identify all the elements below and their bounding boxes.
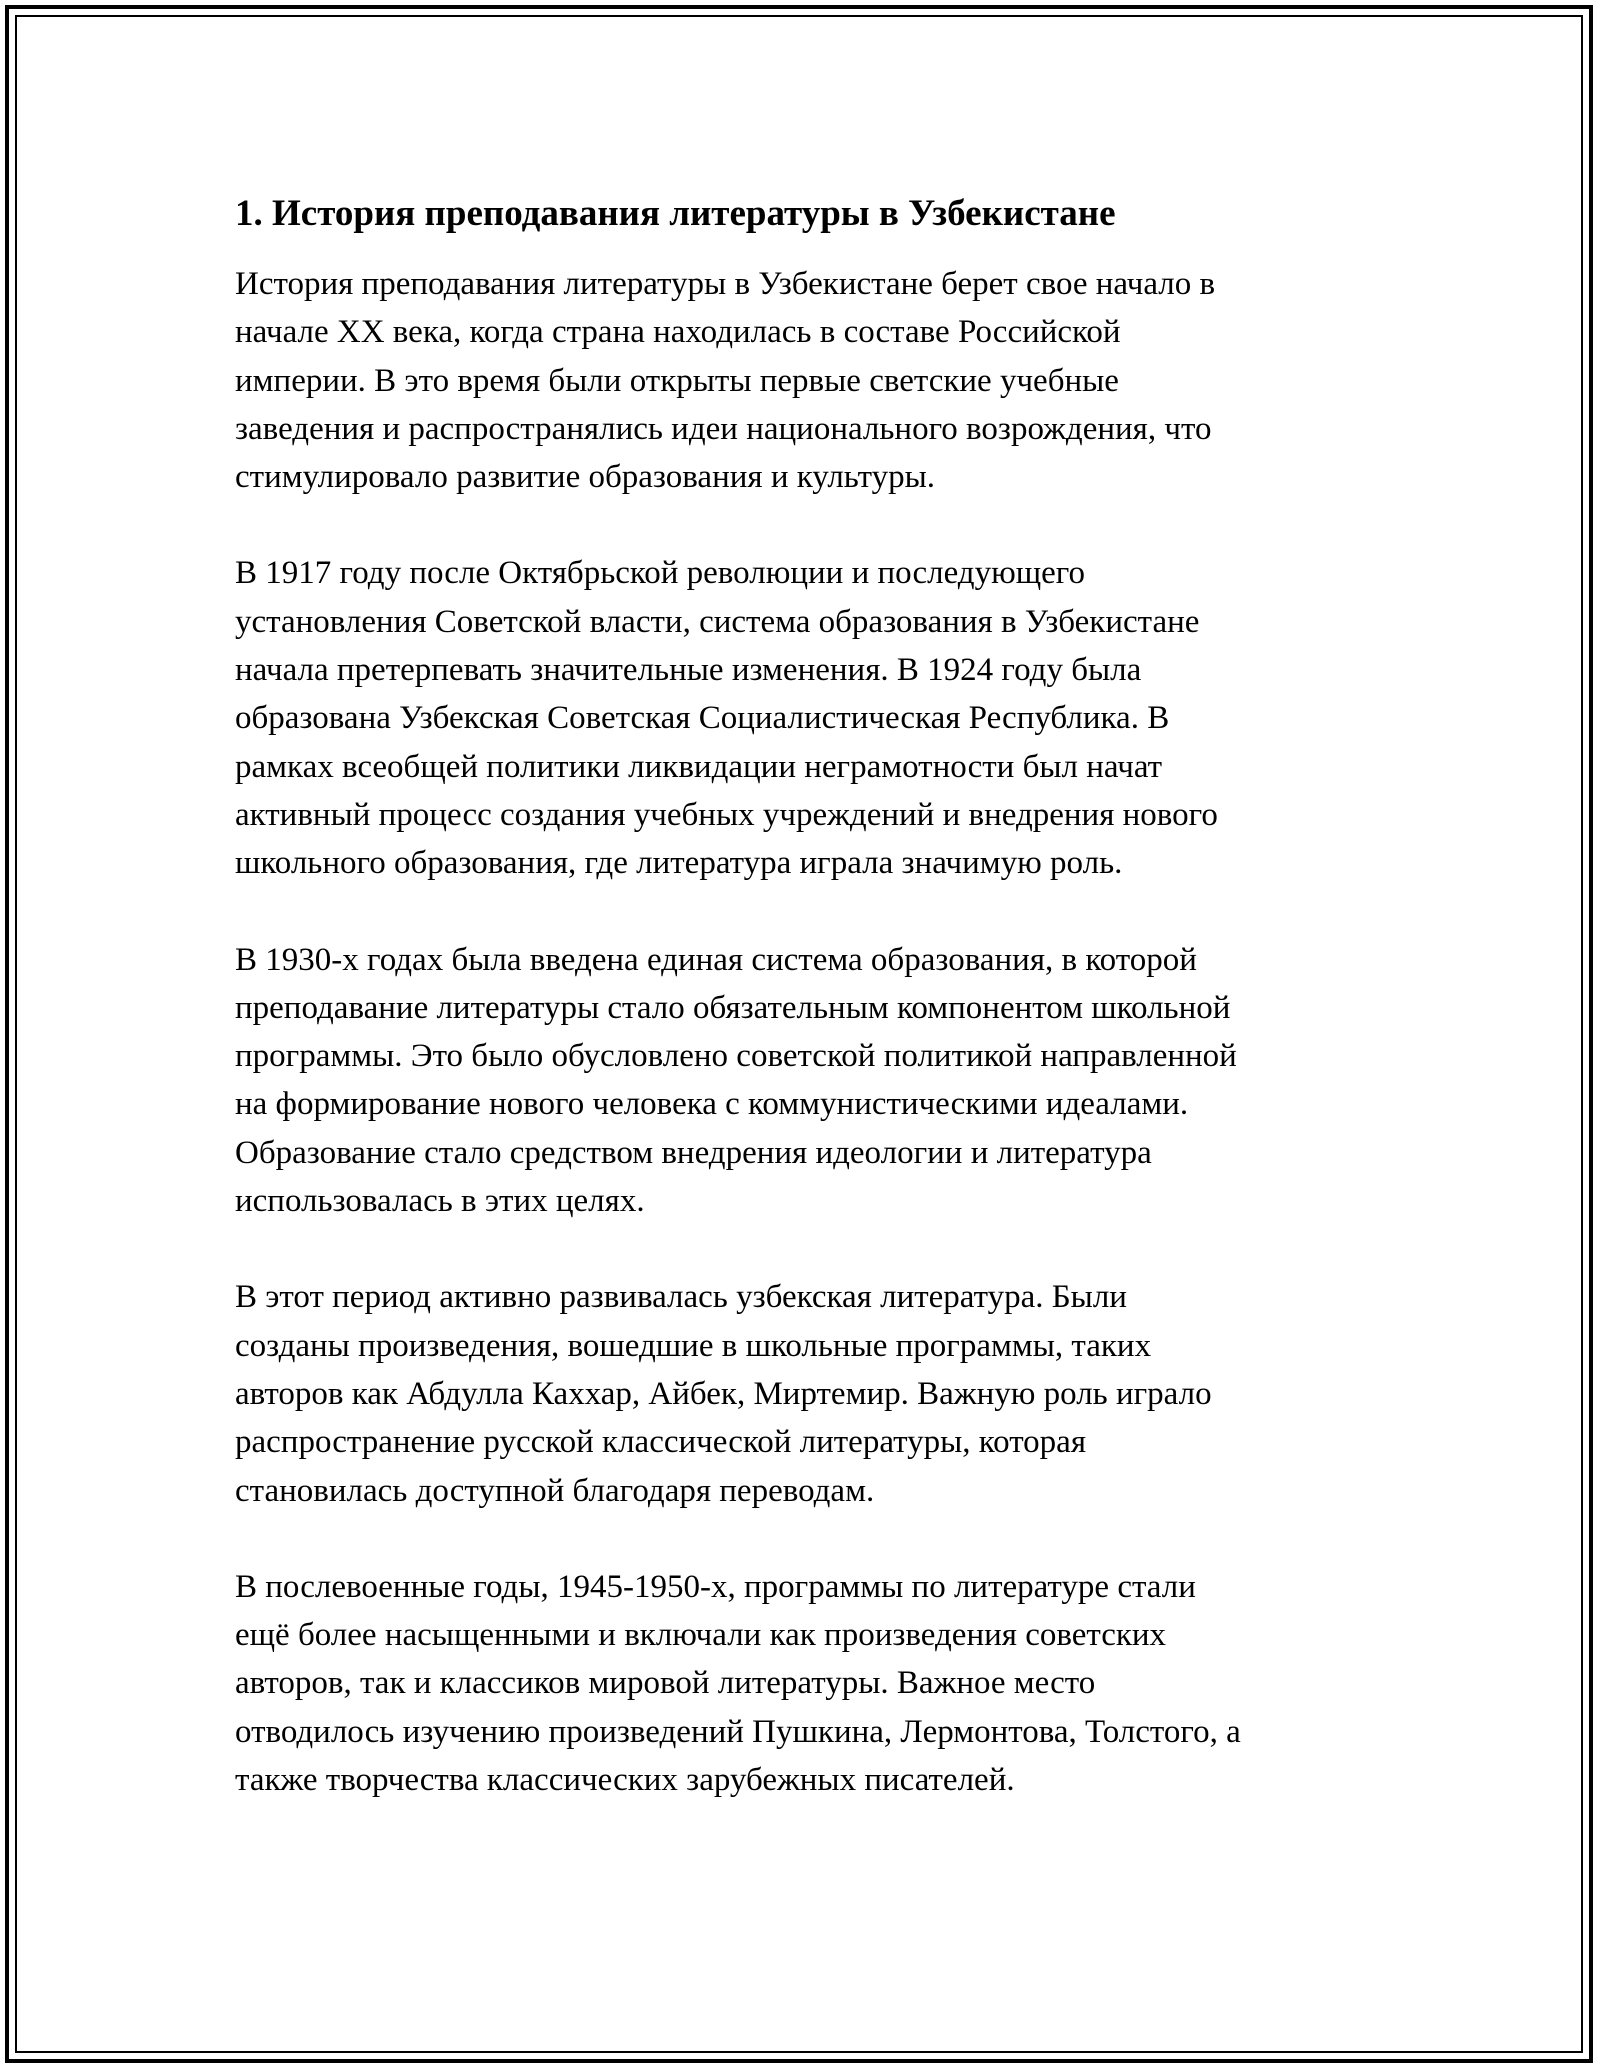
paragraph [235, 1273, 1375, 1514]
paragraph-line: В 1917 году после Октябрьской революции и последующего [235, 555, 1086, 592]
paragraph-line: В послевоенные годы, 1945-1950-х, программы по литературе стали [235, 1568, 1196, 1605]
paragraph-line: Образование стало средством внедрения идеологии и литература [235, 1134, 1152, 1171]
paragraph [235, 936, 1375, 1226]
paragraph-line: также творчества классических зарубежных писателей. [235, 1762, 1015, 1799]
paragraph-line: отводилось изучению произведений Пушкина, Лермонтова, Толстого, а [235, 1713, 1241, 1750]
paragraph-line: преподавание литературы стало обязательным компонентом школьной [235, 989, 1231, 1026]
paragraph-line: на формирование нового человека с коммунистическими идеалами. [235, 1086, 1189, 1123]
document-body [235, 190, 1375, 1852]
paragraph-line: заведения и распространялись идеи национального возрождения, что [235, 410, 1212, 447]
paragraph [235, 260, 1375, 501]
paragraph-line: империи. В это время были открыты первые светские учебные [235, 362, 1119, 399]
paragraph-line: становилась доступной благодаря переводам. [235, 1472, 875, 1509]
paragraph-line: авторов, так и классиков мировой литературы. Важное место [235, 1665, 1096, 1702]
paragraph-line: использовалась в этих целях. [235, 1183, 645, 1220]
paragraph-line: школьного образования, где литература играла значимую роль. [235, 845, 1123, 882]
paragraph-line: программы. Это было обусловлено советской политикой направленной [235, 1038, 1237, 1075]
paragraph-line: авторов как Абдулла Каххар, Айбек, Миртемир. Важную роль играло [235, 1375, 1212, 1412]
paragraph-line: распространение русской классической литературы, которая [235, 1424, 1087, 1461]
paragraph-line: В 1930-х годах была введена единая система образования, в которой [235, 941, 1197, 978]
paragraph-line: активный процесс создания учебных учреждений и внедрения нового [235, 796, 1218, 833]
paragraph-line: образована Узбекская Советская Социалистическая Республика. В [235, 700, 1170, 737]
paragraph [235, 549, 1375, 887]
section-heading: 1. История преподавания литературы в Узбекистане [235, 193, 1116, 234]
paragraph-line: В этот период активно развивалась узбекская литература. Были [235, 1279, 1127, 1316]
paragraph-line: начала претерпевать значительные изменения. В 1924 году была [235, 652, 1142, 689]
paragraph-line: стимулировало развитие образования и культуры. [235, 459, 936, 496]
paragraph [235, 1563, 1375, 1804]
paragraph-list [235, 260, 1375, 1804]
paragraph-line: рамках всеобщей политики ликвидации неграмотности был начат [235, 748, 1163, 785]
paragraph-line: установления Советской власти, система образования в Узбекистане [235, 603, 1200, 640]
paragraph-line: начале XX века, когда страна находилась в составе Российской [235, 314, 1121, 351]
paragraph-line: ещё более насыщенными и включали как произведения советских [235, 1617, 1167, 1654]
paragraph-line: История преподавания литературы в Узбекистане берет свое начало в [235, 266, 1216, 302]
paragraph-line: созданы произведения, вошедшие в школьные программы, таких [235, 1327, 1152, 1364]
